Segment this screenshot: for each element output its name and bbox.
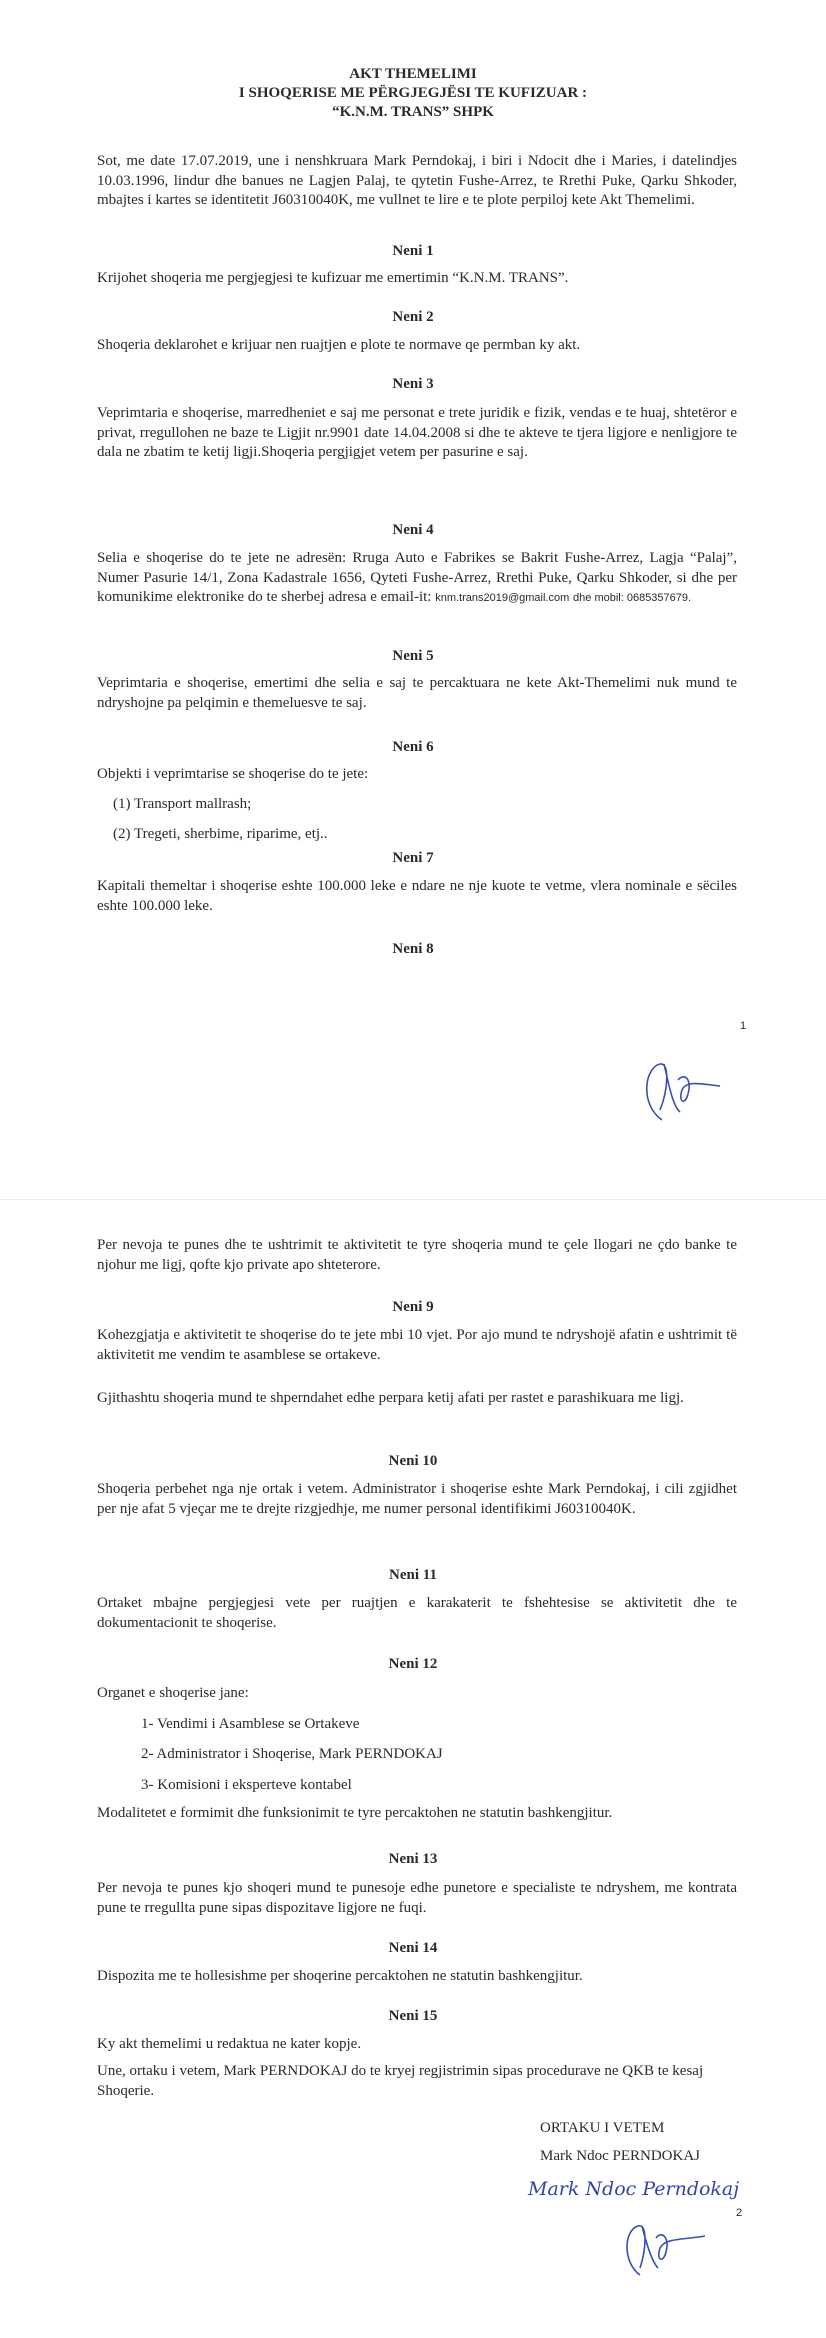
article-6-item-2: (2) Tregeti, sherbime, riparime, etj.. [113,826,328,842]
article-8-text: Per nevoja te punes dhe te ushtrimit te aktivitetit te tyre shoqeria mund te çele llogari ne çdo banke te njohur me ligj, qofte kjo private apo shteterore. [97,1237,737,1273]
article-6-item-1: (1) Transport mallrash; [113,796,252,812]
article-5-title: Neni 5 [392,648,434,664]
article-4-address: Selia e shoqerise do te jete ne adresën: Rruga Auto e Fabrikes se Bakrit Fushe-Arrez, Lagja “Palaj”, Numer Pasurie 14/1, Zona Kadastrale 1656, Qyteti Fushe-Arrez, Rrethi Puke, Qarku Shkoder, si dhe per komunikime elektronike do te sherbej adresa e email-it: [97,550,737,605]
header-company: “K.N.M. TRANS” SHPK [332,104,494,120]
article-8-title: Neni 8 [392,941,434,957]
article-12-item-2: 2- Administrator i Shoqerise, Mark PERNDOKAJ [141,1746,443,1762]
intro-paragraph: Sot, me date 17.07.2019, une i nenshkruara Mark Perndokaj, i biri i Ndocit dhe i Maries, i datelindjes 10.03.1996, lindur dhe banues ne Lagjen Palaj, te qytetin Fushe-Arrez, te Rrethi Puke, Qarku Shkoder, mbajtes i kartes se identitetit J60310040K, me vullnet te lire e te plote perpiloj kete Akt Themelimi. [97,153,737,208]
article-1-text: Krijohet shoqeria me pergjegjesi te kufizuar me emertimin “K.N.M. TRANS”. [97,270,569,286]
page-number-1: 1 [740,1020,747,1032]
article-9-text-2: Gjithashtu shoqeria mund te shperndahet edhe perpara ketij afati per rastet e parashikuara me ligj. [97,1390,684,1406]
article-4-title: Neni 4 [392,522,434,538]
article-5-text: Veprimtaria e shoqerise, emertimi dhe selia e saj te percaktuara ne kete Akt-Themelimi nuk mund te ndryshojne pa pelqimin e themeluesve te saj. [97,675,737,711]
document-page-2 [0,1200,826,2338]
signature-name: Mark Ndoc PERNDOKAJ [540,2148,700,2164]
article-1-title: Neni 1 [392,243,434,259]
header-title: AKT THEMELIMI [349,66,477,82]
article-13-text: Per nevoja te punes kjo shoqeri mund te punesoje edhe punetore e specialiste te ndryshem, me kontrata pune te rregullta pune sipas dispozitave ligjore ne fuqi. [97,1880,737,1916]
article-14-text: Dispozita me te hollesishme per shoqerine percaktohen ne statutin bashkengjitur. [97,1968,583,1984]
signature-mark-2 [610,2210,710,2290]
header-subtitle: I SHOQERISE ME PËRGJEGJËSI TE KUFIZUAR : [238,85,588,101]
article-3-text: Veprimtaria e shoqerise, marredheniet e saj me personat e trete juridik e fizik, vendas e te huaj, shtetëror e privat, rregullohen ne baze te Ligjit nr.9901 date 14.04.2008 si dhe te akteve te tjera ligjore e nenligjore te dala ne zbatim te ketij ligji.Shoqeria pergjigjet vetem per pasurine e saj. [97,405,737,460]
article-14-title: Neni 14 [388,1940,438,1956]
article-10-text: Shoqeria perbehet nga nje ortak i vetem. Administrator i shoqerise eshte Mark Perndokaj, i cili zgjidhet per nje afat 5 vjeçar me te drejte rizgjedhje, me numer personal identifikimi J60310040K. [97,1481,737,1517]
article-6-text: Objekti i veprimtarise se shoqerise do te jete: [97,766,369,782]
signature-role: ORTAKU I VETEM [540,2120,665,2136]
article-4-mobile: dhe mobil: 0685357679. [573,592,692,604]
article-10-title: Neni 10 [388,1453,438,1469]
article-15-text: Ky akt themelimi u redaktua ne kater kopje. [97,2036,362,2052]
article-2-text: Shoqeria deklarohet e krijuar nen ruajtjen e plote te normave qe permban ky akt. [97,337,581,353]
article-11-title: Neni 11 [389,1567,437,1583]
article-15-title: Neni 15 [388,2008,438,2024]
handwritten-name: Mark Ndoc Perndokaj [528,2178,740,2200]
article-12-item-1: 1- Vendimi i Asamblese se Ortakeve [141,1716,360,1732]
article-2-title: Neni 2 [392,309,434,325]
article-12-text-2: Modalitetet e formimit dhe funksionimit te tyre percaktohen ne statutin bashkengjitur. [97,1805,613,1821]
article-12-title: Neni 12 [388,1656,438,1672]
article-12-text: Organet e shoqerise jane: [97,1685,249,1701]
article-13-title: Neni 13 [388,1851,438,1867]
signature-mark-1 [630,1050,725,1135]
article-7-title: Neni 7 [392,850,434,866]
article-3-title: Neni 3 [392,376,434,392]
article-4-email: knm.trans2019@gmail.com [435,592,570,604]
article-7-text: Kapitali themeltar i shoqerise eshte 100.000 leke e ndare ne nje kuote te vetme, vlera nominale e sëciles eshte 100.000 leke. [97,878,737,914]
article-15-text-2: Une, ortaku i vetem, Mark PERNDOKAJ do te kryej regjistrimin sipas procedurave ne QKB te kesaj Shoqerie. [97,2063,704,2099]
article-4-text [97,549,737,609]
article-11-text: Ortaket mbajne pergjegjesi vete per ruajtjen e karakaterit te fshehtesise se aktivitetit dhe te dokumentacionit te shoqerise. [97,1595,737,1631]
page-number-2: 2 [736,2207,743,2219]
article-9-text: Kohezgjatja e aktivitetit te shoqerise do te jete mbi 10 vjet. Por ajo mund te ndryshojë afatin e ushtrimit të aktivitetit me vendim te asamblese se ortakeve. [97,1327,737,1363]
article-12-item-3: 3- Komisioni i eksperteve kontabel [141,1777,352,1793]
article-9-title: Neni 9 [392,1299,434,1315]
article-6-title: Neni 6 [392,739,434,755]
